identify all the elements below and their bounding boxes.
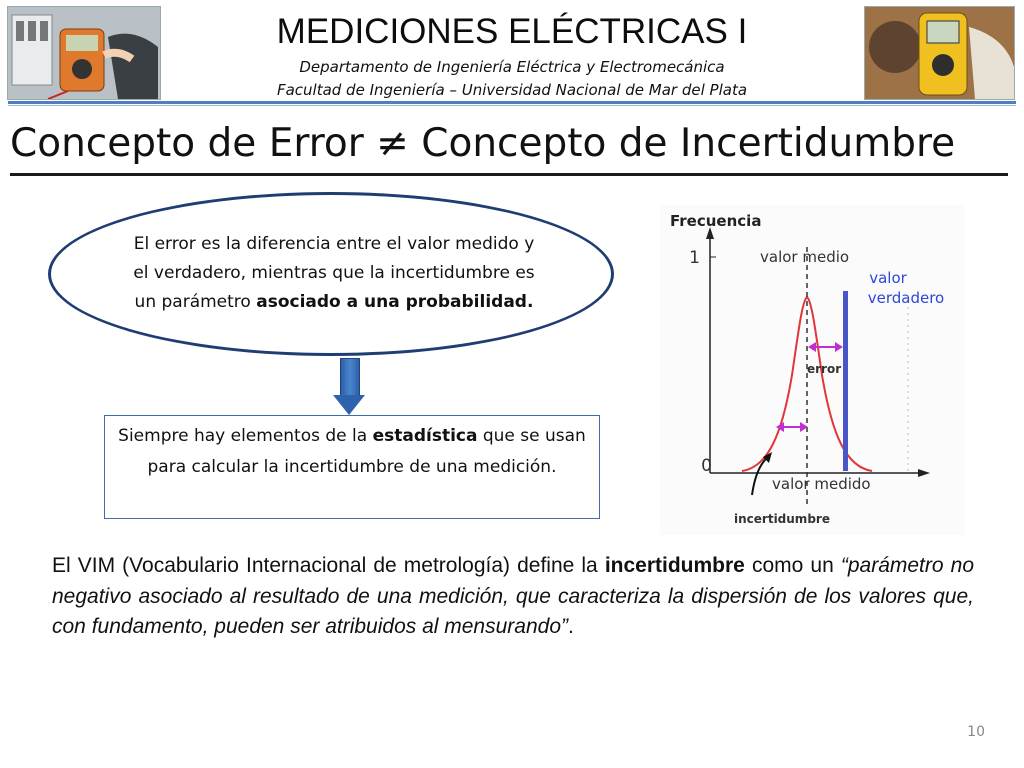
clamp-meter-photo (864, 6, 1015, 100)
down-arrow-icon (333, 395, 365, 415)
clamp-meter-photo-illustration (865, 7, 1014, 99)
down-arrow-shaft (340, 358, 360, 396)
definition-line-3-text: un parámetro (134, 292, 257, 312)
valor-medio-label: valor medio (760, 248, 850, 266)
definition-bold-text: asociado a una probabilidad. (256, 292, 534, 312)
error-uncertainty-diagram (660, 205, 965, 535)
error-uncertainty-figure (660, 205, 965, 535)
slide-title-underline (10, 173, 1008, 176)
valor-verdadero-label-1: valor (869, 269, 907, 287)
incertidumbre-label: incertidumbre (734, 512, 830, 526)
error-arrow-left-icon (808, 342, 816, 352)
definition-line-3 (72, 288, 596, 317)
statistics-bold-text: estadística (372, 426, 478, 446)
vim-text-pre: El VIM (Vocabulario Internacional de metrología) define la (52, 554, 605, 577)
statistics-text-post: que se usan para calcular la incertidumbre de una medición. (147, 426, 586, 477)
header-divider (8, 101, 1016, 104)
statistics-text (108, 421, 596, 483)
statistics-text-pre: Siempre hay elementos de la (118, 426, 373, 446)
faculty-subtitle: Facultad de Ingeniería – Universidad Nacional de Mar del Plata (276, 81, 748, 99)
vim-text-mid: como un (744, 554, 841, 577)
x-axis-arrow-icon (918, 469, 930, 477)
multimeter-photo-illustration (8, 7, 160, 99)
true-value-line (843, 291, 848, 471)
definition-text (72, 230, 596, 317)
definition-line-1: El error es la diferencia entre el valor medido y (133, 234, 535, 254)
y-tick-one: 1 (689, 248, 700, 268)
vim-bold-text: incertidumbre (604, 554, 745, 577)
definition-line-2: el verdadero, mientras que la incertidumbre es (133, 263, 535, 283)
header-divider-thin (8, 105, 1016, 106)
vim-definition-paragraph (52, 551, 974, 643)
valor-medido-label: valor medido (772, 475, 871, 493)
department-subtitle: Departamento de Ingeniería Eléctrica y Electromecánica (299, 58, 725, 76)
error-label: error (807, 362, 842, 376)
y-axis-label: Frecuencia (670, 212, 762, 230)
slide-title: Concepto de Error ≠ Concepto de Incertidumbre (10, 121, 956, 166)
vim-text-end: . (568, 615, 574, 638)
y-tick-zero: 0 (701, 456, 712, 476)
course-title: MEDICIONES ELÉCTRICAS I (276, 12, 748, 51)
error-arrow-right-icon (835, 342, 843, 352)
page-number: 10 (967, 724, 985, 740)
vim-quote: “parámetro no negativo asociado al resultado de una medición, que caracteriza la dispersión de los valores que, con fundamento, pueden ser atribuidos al mensurando” (52, 554, 974, 638)
multimeter-photo (7, 6, 161, 100)
valor-verdadero-label-2: verdadero (867, 289, 945, 307)
